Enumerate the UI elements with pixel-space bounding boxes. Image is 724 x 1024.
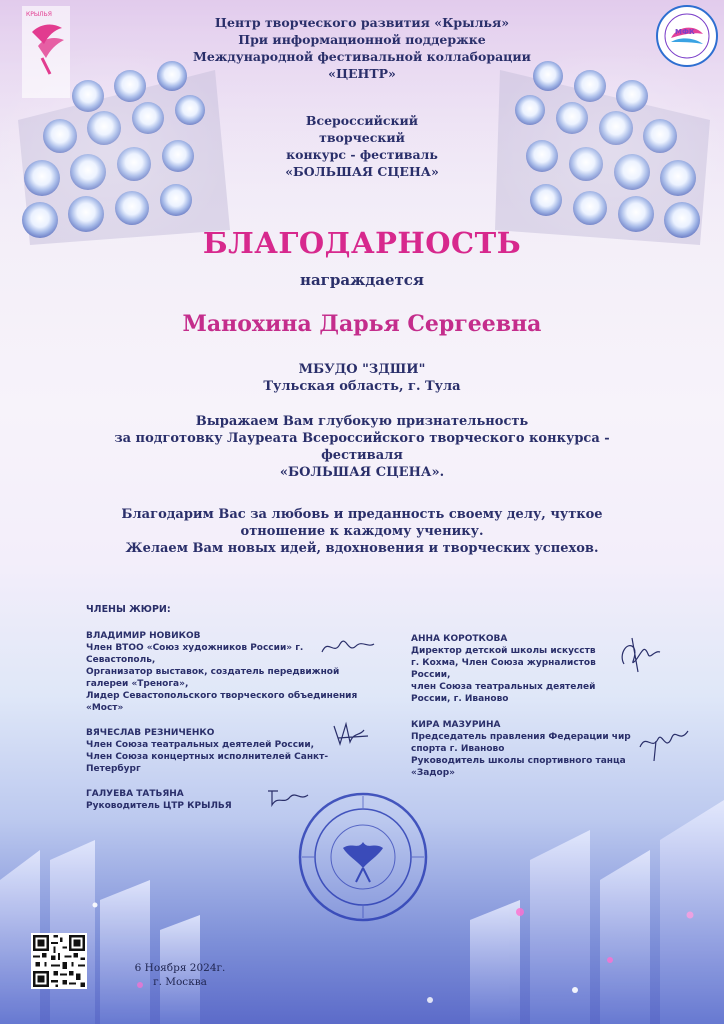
signature-reznichenko: [330, 718, 374, 752]
organizer-block: [0, 14, 724, 82]
jury-member-role: Организатор выставок, создатель передвижной: [86, 667, 340, 677]
jury-member-role: России,: [411, 670, 451, 680]
organizer-line-1: Центр творческого развития «Крылья»: [214, 15, 510, 30]
jury-member-name: ГАЛУЕВА ТАТЬЯНА: [86, 789, 184, 799]
jury-member-role: Лидер Севастопольского творческого объединения: [86, 691, 358, 701]
festival-line-4: «БОЛЬШАЯ СЦЕНА»: [285, 164, 439, 179]
jury-member-role: галереи «Тренога»,: [86, 679, 189, 689]
jury-member-role: Севастополь,: [86, 655, 156, 665]
jury-member-role: Член Союза театральных деятелей России,: [86, 740, 315, 750]
jury-member-role: «Мост»: [86, 703, 124, 713]
jury-member-role: «Задор»: [411, 768, 455, 778]
organizer-line-2: При информационной поддержке: [238, 32, 486, 47]
logo-text-top: КРЫЛЬЯ: [26, 11, 52, 18]
jury-member-role: г. Кохма, Член Союза журналистов: [411, 658, 596, 668]
jury-member-role: Председатель правления Федерации чир: [411, 732, 631, 742]
recipient-name: Манохина Дарья Сергеевна: [182, 311, 542, 337]
jury-member-korotkova: [411, 633, 621, 705]
wishes-line-2: отношение к каждому ученику.: [240, 524, 484, 539]
organizer-line-3: Международной фестивальной коллаборации: [193, 49, 531, 64]
jury-member-mazurina: [411, 719, 641, 779]
logo-text: МФК: [675, 28, 695, 36]
qr-code[interactable]: [31, 933, 87, 989]
issue-date-block: [110, 961, 250, 989]
gratitude-line-2: за подготовку Лауреата Всероссийского творческого конкурса -: [114, 431, 610, 446]
issue-city: г. Москва: [153, 976, 207, 988]
jury-heading: ЧЛЕНЫ ЖЮРИ:: [86, 604, 171, 615]
jury-member-role: член Союза театральных деятелей: [411, 682, 596, 692]
jury-member-role: Руководитель школы спортивного танца: [411, 756, 626, 766]
jury-member-galueva: [86, 788, 286, 812]
festival-line-3: конкурс - фестиваль: [286, 147, 438, 162]
jury-member-name: ВЯЧЕСЛАВ РЕЗНИЧЕНКО: [86, 728, 215, 738]
wishes-block: [0, 506, 724, 557]
wishes-line-3: Желаем Вам новых идей, вдохновения и творческих успехов.: [125, 541, 599, 556]
awarded-label: награждается: [299, 271, 424, 289]
jury-member-role: Директор детской школы искусств: [411, 646, 596, 656]
gratitude-line-4: «БОЛЬШАЯ СЦЕНА».: [279, 465, 445, 480]
institution-location: Тульская область, г. Тула: [263, 379, 461, 394]
institution-block: [0, 361, 724, 395]
organization-stamp: [296, 790, 430, 924]
festival-block: [0, 112, 724, 180]
signature-mazurina: [636, 723, 696, 763]
jury-member-role: Петербург: [86, 764, 141, 774]
signature-korotkova: [614, 634, 664, 674]
jury-member-name: ВЛАДИМИР НОВИКОВ: [86, 631, 201, 641]
gratitude-block: [0, 413, 724, 481]
jury-member-name: КИРА МАЗУРИНА: [411, 720, 501, 730]
jury-member-role: Член Союза концертных исполнителей Санкт-: [86, 752, 329, 762]
wishes-line-1: Благодарим Вас за любовь и преданность своему делу, чуткое: [121, 507, 603, 522]
jury-member-reznichenko: [86, 727, 356, 775]
signature-novikov: [318, 632, 378, 662]
jury-member-name: АННА КОРОТКОВА: [411, 634, 508, 644]
certificate-title: БЛАГОДАРНОСТЬ: [202, 226, 522, 260]
institution-name: МБУДО "ЗДШИ": [298, 362, 426, 377]
festival-line-2: творческий: [319, 130, 405, 145]
issue-date: 6 Ноября 2024г.: [134, 962, 226, 974]
jury-member-role: спорта г. Иваново: [411, 744, 505, 754]
gratitude-line-1: Выражаем Вам глубокую признательность: [195, 414, 529, 429]
gratitude-line-3: фестиваля: [321, 448, 403, 463]
jury-member-role: Член ВТОО «Союз художников России» г.: [86, 643, 304, 653]
jury-member-role: Руководитель ЦТР КРЫЛЬЯ: [86, 801, 232, 811]
jury-member-role: России, г. Иваново: [411, 694, 509, 704]
festival-line-1: Всероссийский: [305, 113, 419, 128]
organizer-line-4: «ЦЕНТР»: [328, 66, 396, 81]
